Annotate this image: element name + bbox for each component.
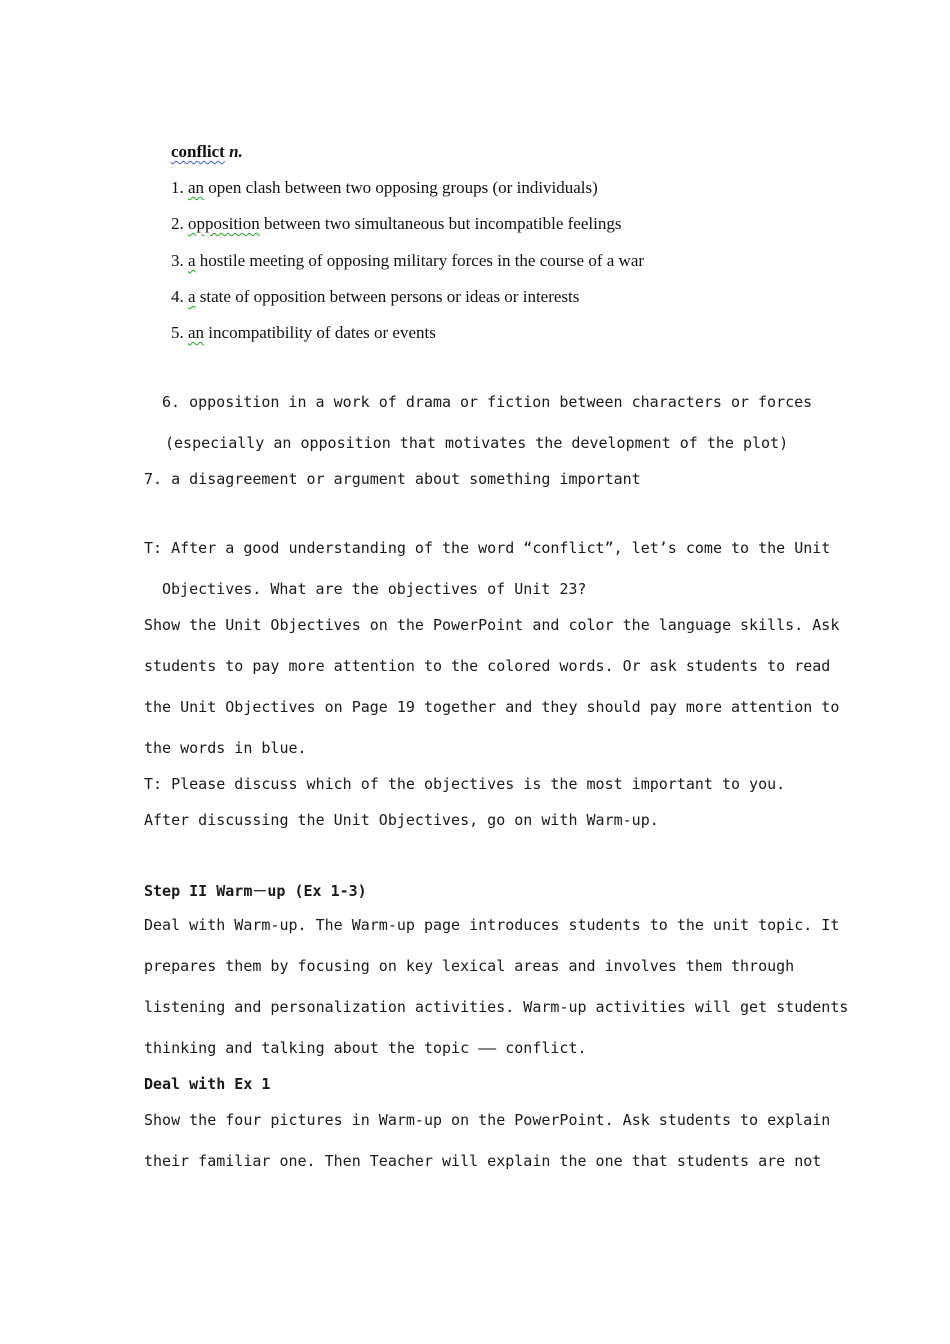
sense-3 — [171, 251, 644, 271]
teacher-line-2: T: Please discuss which of the objectives is the most important to you. — [144, 775, 786, 793]
paragraph-1-line-1: Show the Unit Objectives on the PowerPoint and color the language skills. Ask — [144, 616, 840, 634]
sense-lead: an — [188, 323, 205, 342]
sense-5 — [171, 323, 436, 343]
ex-1-heading: Deal with Ex 1 — [144, 1075, 271, 1093]
sense-2 — [171, 214, 621, 234]
paragraph-2: After discussing the Unit Objectives, go on with Warm-up. — [144, 811, 659, 829]
paragraph-4-line-2: their familiar one. Then Teacher will explain the one that students are not — [144, 1152, 822, 1170]
sense-text: state of opposition between persons or ideas or interests — [195, 287, 580, 306]
sense-number: 5. — [171, 323, 184, 342]
sense-4 — [171, 287, 579, 307]
sense-6-line-2: (especially an opposition that motivates the development of the plot) — [165, 434, 789, 452]
sense-number: 4. — [171, 287, 184, 306]
sense-6-line-1: 6. opposition in a work of drama or fiction between characters or forces — [162, 393, 813, 411]
sense-1 — [171, 178, 598, 198]
paragraph-3-line-3: listening and personalization activities. Warm-up activities will get students — [144, 998, 849, 1016]
paragraph-4-line-1: Show the four pictures in Warm-up on the PowerPoint. Ask students to explain — [144, 1111, 831, 1129]
teacher-line-1a: T: After a good understanding of the word “conflict”, let’s come to the Unit — [144, 539, 831, 557]
paragraph-3-line-2: prepares them by focusing on key lexical areas and involves them through — [144, 957, 795, 975]
sense-lead: a — [188, 251, 196, 270]
sense-text: hostile meeting of opposing military forces in the course of a war — [195, 251, 645, 270]
paragraph-3-line-4: thinking and talking about the topic —— conflict. — [144, 1039, 587, 1057]
paragraph-1-line-4: the words in blue. — [144, 739, 307, 757]
sense-lead: an — [188, 178, 205, 197]
paragraph-1-line-3: the Unit Objectives on Page 19 together and they should pay more attention to — [144, 698, 840, 716]
step-2-heading: Step II Warm－up (Ex 1-3) — [144, 882, 367, 900]
sense-lead: opposition — [188, 214, 260, 233]
sense-lead: a — [188, 287, 196, 306]
sense-number: 1. — [171, 178, 184, 197]
paragraph-3-line-1: Deal with Warm-up. The Warm-up page introduces students to the unit topic. It — [144, 916, 840, 934]
sense-text: between two simultaneous but incompatible feelings — [259, 214, 622, 233]
sense-text: incompatibility of dates or events — [204, 323, 436, 342]
teacher-line-1b: Objectives. What are the objectives of Unit 23? — [162, 580, 587, 598]
part-of-speech: n. — [229, 142, 243, 161]
sense-text: open clash between two opposing groups (or individuals) — [204, 178, 598, 197]
sense-7: 7. a disagreement or argument about something important — [144, 470, 641, 488]
sense-number: 2. — [171, 214, 184, 233]
paragraph-1-line-2: students to pay more attention to the colored words. Or ask students to read — [144, 657, 831, 675]
headword: conflict — [171, 142, 225, 161]
dictionary-headword — [171, 142, 243, 162]
sense-number: 3. — [171, 251, 184, 270]
